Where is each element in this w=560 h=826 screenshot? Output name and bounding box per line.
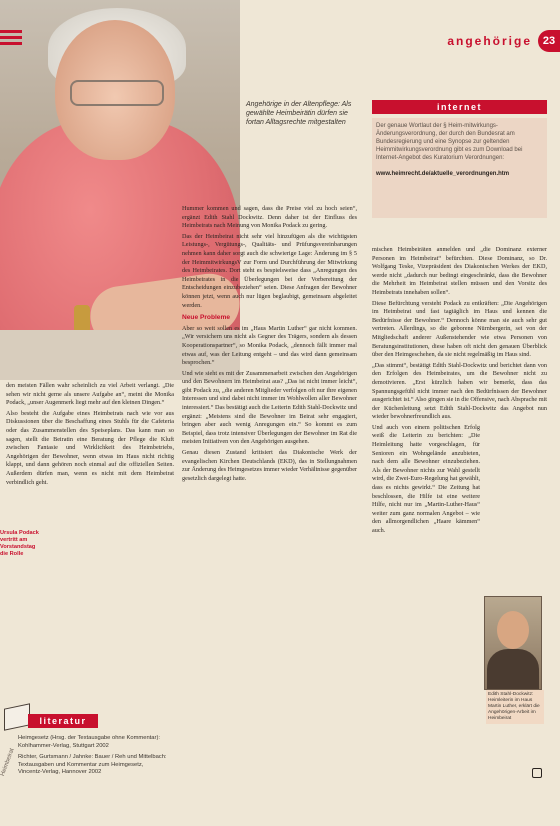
col2-para-2: Das der Heimbeirat nicht sehr viel hinzufügen als die wichtigsten Leistungs-, Vergütungs-, Qualitäts- und Prüfungsvereinbarungen nehmen kann daher sorgt auch die schwierige Lage: Änderung im § 5 der HeimmitwirkungsV zur Form und Durchführung der Mitwirkung des Heimbeirates. Dort steht es bespielsweise dass „Anregungen des Heimbeirates in die Überlegungen bei der Vorbereitung der Entscheidungen einzubeziehen“ seien. Diese Anfragen der Bewohner können jetzt, wenn auch nur lügen beglaubigt, gemeinsam abgeleitet werden. — [182, 232, 357, 309]
sidebar-tag: Ursula Podack vertritt am Vorstandstag die Rolle — [0, 530, 39, 557]
portrait-face — [497, 611, 529, 649]
portrait-body — [487, 649, 539, 690]
end-of-article-icon — [532, 768, 542, 778]
section-header: angehörige — [447, 34, 532, 48]
col2-para-5: Genau diesen Zustand kritisiert das Diakonische Werk der evangelischen Kirchen Deutschlands (EKD), das in Stellungnahmen zur Änderung des Heimgesetzes immer wieder Verhältnisse gegenüber gesetzlich dargelegt hatte. — [182, 449, 357, 482]
col3-para-3: „Das stimmt“, bestätigt Edith Stahl-Dockwitz und berichtet dann von den Erfolgen des Heimbeirates, um die Bewohner nicht zu demotivieren. „Erst kürzlich haben wir bemerkt, dass das Spannungsgefühl nicht immer nach den Bedürfnissen der Bewohner ausgerichtet ist.“ Also gingen sie in die Offensive, nach Absprache mit der Küchenleitung setzt Edith Stahl-Dockwitz das Angebot nun wieder bewohnerfreundlich aus. — [372, 361, 547, 421]
portrait-caption: Edith Stahl-Dockwitz: Heimleiterin im Haus Martin Luther, erklärt die Angehörigen-Arbeit im Heimbeirat — [486, 690, 544, 724]
decorative-red-bars — [0, 30, 22, 48]
col1-para-1: den meisten Fällen wahr scheinlich zu viel Arbeit verlangt. „Die sehen wir nicht gerne als unsere Aufgabe an“, meint die Monika Podack, „unser Augenmerk liegt mehr auf den kleinen Dingen.“ — [6, 382, 174, 407]
page-number: 23 — [538, 30, 560, 52]
col3-para-1: mischen Heimbeiräten anmelden und „die Dominanz externer Personen im Heimbeirat“ befürchten. Diese Dominanz, so Dr. Wolfgang Teske, Vizepräsident des Diakonischen Werkes der EKD, werde nicht „dadurch nur bedingt eingeschränkt, dass die Bewohner die Mehrheit im Heimbeirat stellen müssen und den Vorsitz des Heimbeirats innehaben sollen“. — [372, 246, 547, 296]
internet-box-title: internet — [372, 100, 547, 114]
book-icon — [4, 703, 30, 731]
literature-item: Richter, Gurtsmann / Jahnke: Bauer / Reh und Mittelbach: Textausgaben und Kommentar zum Heimgesetz, Vincentz-Verlag, Hannover 2002 — [18, 754, 167, 776]
literature-list — [18, 735, 168, 781]
col1-para-2: Also besteht die Aufgabe eines Heimbeirats nach wie vor aus Diskussionen über die Beschaffung eines Stuhls für die Cafeteria oder das Zusammenstellen des Speiseplans. Das kann man so sagen, stellt die Beiratin eine Beratung der Pflege die Kluft zwischen Fantasie und Wirklichkeit des Heimbetriebs, Angehörigen der Bewohner, wenn etwas im Haus nicht richtig klappt, und dann gehören noch einmal auf die offiziellen Seiten. Außerdem dürfen man, wenn es nicht mit dem Heimbeirat verbindlich geht. — [6, 409, 174, 486]
col2-para-3: Aber so weit sollen es im „Haus Martin Luther“ gar nicht kommen. „Wir versichern uns nicht als Gegner des Trägers, sondern als dessen Kooperationspartner“, so Monika Podack, „dennoch fällt immer mal etwas auf, was der Leitung entgeht – und das wird dann gemeinsam besprochen.“ — [182, 324, 357, 367]
footer-mark: Heimbeirat — [0, 747, 16, 778]
column-1 — [6, 382, 174, 489]
col3-para-4: Und auch von einem politischen Erfolg weiß die Leiterin zu berichten: „Die Heimleitung hatte vorgeschlagen, für Senioren ein Wohngelände anzubieten, nach dem alle Bewohner einzubeziehen. Als der Bewohner nichts zur Wahl gestellt wird, die Zwei-Euro-Regelung hat gewählt, dass es nichts gewirkt.“ Die Zeitung hat beschlossen, die Hilfe ist eine weitere Hilfe, nicht nur im „Martin-Luther-Haus“ weiter zum ganz normalen Angebot – wie den allmorgendlichen „Haare kämmen“ auch. — [372, 423, 480, 534]
portrait-photo — [484, 596, 542, 690]
col2-para-4: Und wie sieht es mit der Zusammenarbeit zwischen den Angehörigen und den Bewohnern im Heimbeirat aus? „Das ist nicht immer leicht“, gibt Podack zu, „die anderen Mitglieder verfolgen oft nur ihre eigenen Interessen und sind dabei nicht immer im Wohlwollen aller Bewohner interessiert.“ Das bestätigt auch die Leiterin Edith Stahl-Dockwitz und ergänzt: „Meistens sind die Bewohner im Beirat sehr engagiert, bringen aber auch wenig Anregungen ein.“ So kommt es zum Beispiel, dass trotz intensiver Überlegungen der Bewohner im Rat die meisten Initiativen von den Angehörigen ausgehen. — [182, 369, 357, 446]
col2-para-1: Hummer kommen und sagen, dass die Preise viel zu hoch seien“, ergänzt Edith Stahl Dockwitz. Denn daher ist der Einfluss des Heimbeirats nach Meinung von Monika Podack zu gering. — [182, 205, 357, 230]
column-3 — [372, 246, 547, 538]
internet-box — [372, 118, 547, 218]
internet-box-text: Der genaue Wortlaut der § Heim-mitwirkungs-Änderungsverordnung, der durch den Bundesrat am Bundesregierung und eine Synopse zur geltenden Heimmitwirkungsverordnung gibt es zum Download bei Internet-Angebot des Kuratorium Verordnungen: — [376, 123, 523, 161]
literature-title: literatur — [28, 714, 98, 728]
literature-item: Heimgesetz (Hrsg. der Textausgabe ohne Kommentar): Kohlhammer-Verlag, Stuttgart 2002 — [18, 735, 160, 749]
column-2 — [182, 205, 357, 485]
photo-watch — [74, 305, 90, 333]
photo-glasses — [70, 80, 164, 106]
photo-caption: Angehörige in der Altenpflege: Als gewählte Heimbeirätin dürfen sie fortan Alltagsrechte mitgestalten — [246, 101, 352, 126]
col2-subheading: Neue Probleme — [182, 314, 231, 322]
internet-box-link[interactable]: www.heimrecht.de/aktuelle_verordnungen.htm — [376, 171, 510, 177]
col3-para-2: Diese Befürchtung versteht Podack zu entkräften: „Die Angehörigen im Heimbeirat und fast tagtäglich im Haus und kennen die Bedürfnisse der Bewohner.“ Dennoch könne man sie auch sehr gut vertreten. Allerdings, so die geborene Nürnbergerin, sei von der Mitgliedschaft anderer Außenstehender wie etwa Personen von Beratungsinstitutionen, diese haben oft nicht den genauen Überblick über den Heimgeschehen, da sie nicht regelmäßig im Haus sind. — [372, 299, 547, 359]
